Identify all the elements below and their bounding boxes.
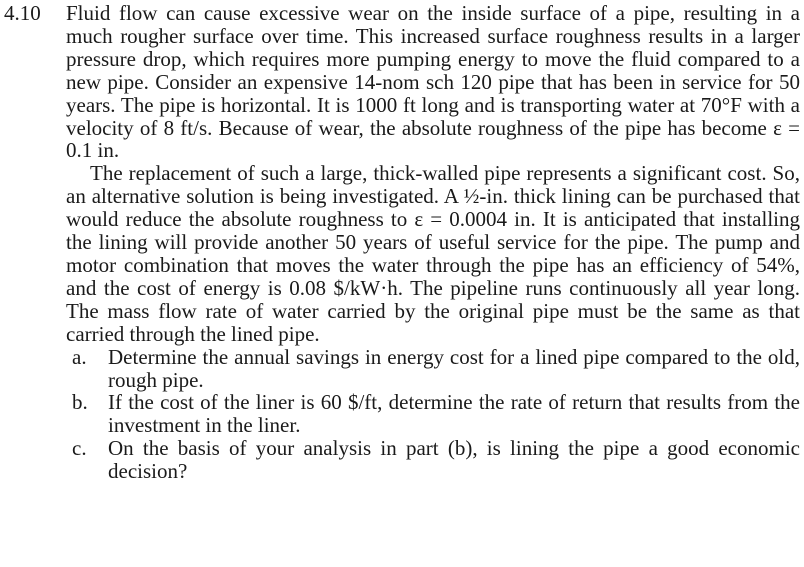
part-label: a. [72,344,87,369]
problem-paragraph-2: The replacement of such a large, thick-walled pipe represents a significant cost. So, an alternative solution is being investigated. A ½-in. thick lining can be purchased that would reduce the absolute roughness to ε = 0.0004 in. It is anticipated that installing the lining will provide another 50 years of useful service for the pipe. The pump and motor combination that moves the water through the pipe has an efficiency of 54%, and the cost of energy is 0.08 $/kW·h. The pipeline runs continuously all year long. The mass flow rate of water carried by the original pipe must be the same as that carried through the lined pipe. [66,161,800,346]
part-label: c. [72,436,87,461]
problem-paragraph-1: Fluid flow can cause excessive wear on the inside surface of a pipe, resulting in a much rougher surface over time. This increased surface roughness results in a larger pressure drop, which requires more pumping energy to move the fluid compared to a new pipe. Consider an expensive 14-nom sch 120 pipe that has been in service for 50 years. The pipe is horizontal. It is 1000 ft long and is transporting water at 70°F with a velocity of 8 ft/s. Because of wear, the absolute roughness of the pipe has become ε = 0.1 in. [66,1,800,163]
problem-number: 4.10 [4,1,41,25]
part-label: b. [72,390,88,415]
part-text: On the basis of your analysis in part (b), is lining the pipe a good economic decision? [108,436,800,484]
problem-part-b [66,391,800,437]
part-text: If the cost of the liner is 60 $/ft, determine the rate of return that results from the investment in the liner. [108,390,800,438]
problem-parts-list [66,346,800,483]
part-text: Determine the annual savings in energy cost for a lined pipe compared to the old, rough pipe. [108,344,800,392]
problem-part-c [66,437,800,483]
problem-part-a [66,346,800,392]
problem-body [66,2,800,483]
